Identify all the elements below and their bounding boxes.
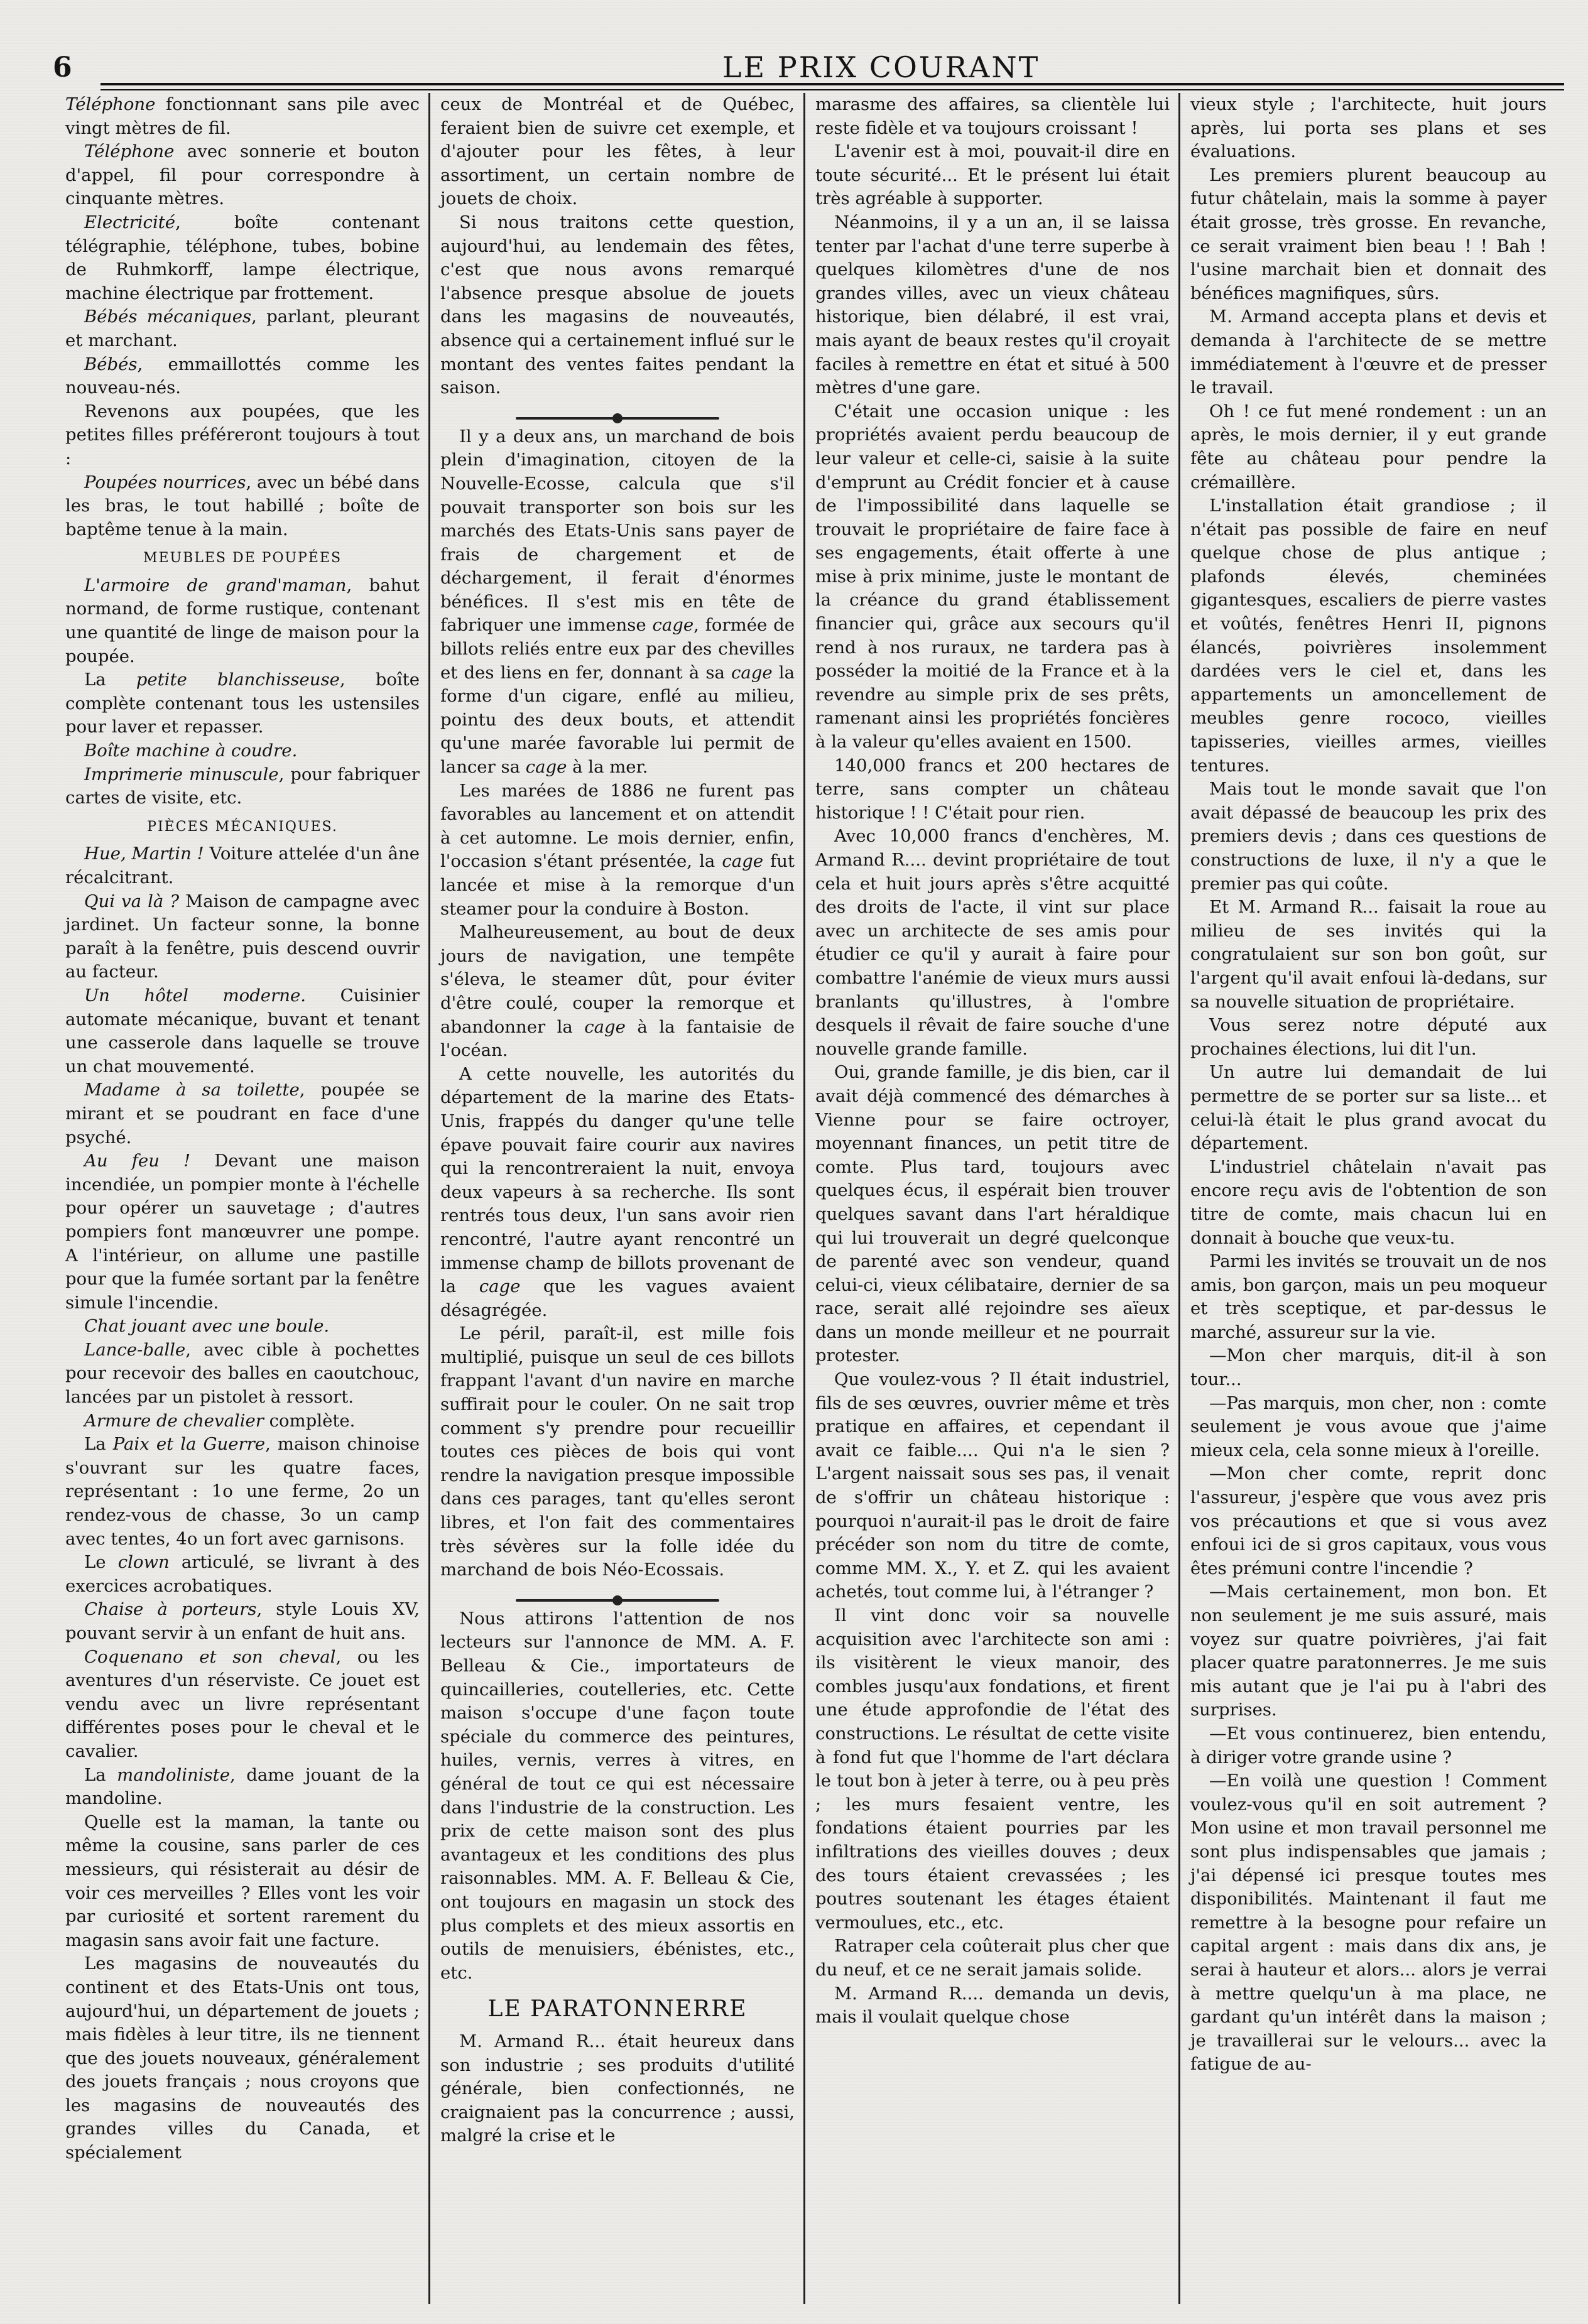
paragraph: Chaise à porteurs, style Louis XV, pouvant servir à un enfant de huit ans. [65,1599,420,1643]
paragraph: La petite blanchisseuse, boîte complète contenant tous les ustensiles pour laver et repasser. [65,670,420,737]
paragraph: La Paix et la Guerre, maison chinoise s'ouvrant sur les quatre faces, représentant : 1o une ferme, 2o un rendez-vous de chasse, 3o un camp avec tentes, 4o un fort avec garnisons. [65,1434,420,1549]
paragraph: Téléphone avec sonnerie et bouton d'appel, fil pour correspondre à cinquante mètres. [65,141,420,209]
paragraph: —Mon cher comte, reprit donc l'assureur, j'espère que vous avez pris vos précautions et que si vous avez enfoui ici de si gros capitaux, vous vous êtes prémuni contre l'incendie ? [1190,1463,1547,1578]
ornament-divider [440,406,795,416]
paragraph: Revenons aux poupées, que les petites filles préféreront toujours à tout : [65,401,420,469]
newspaper-title: LE PRIX COURANT [722,50,1040,84]
paragraph: Mais tout le monde savait que l'on avait dépassé de beaucoup les prix des premiers devis ; dans ces questions de constructions de luxe, il n'y a que le premier pas qui coûte. [1190,779,1547,894]
paragraph: Poupées nourrices, avec un bébé dans les bras, le tout habillé ; boîte de baptême tenue à la main. [65,472,420,540]
column-2 [430,93,805,2304]
paragraph: —Mon cher marquis, dit-il à son tour... [1190,1345,1547,1390]
paragraph: M. Armand R.... demanda un devis, mais il voulait quelque chose [815,1983,1170,2028]
paragraph: Qui va là ? Maison de campagne avec jardinet. Un facteur sonne, la bonne paraît à la fenêtre, puis descend ouvrir au facteur. [65,891,420,982]
paragraph: Et M. Armand R... faisait la roue au milieu de ses invités qui la congratulaient sur son bon goût, sur l'argent qu'il avait enfoui là-dedans, sur sa nouvelle situation de propriétaire. [1190,897,1547,1012]
column-3 [805,93,1180,2304]
ornament-divider [440,1588,795,1599]
paragraph: 140,000 francs et 200 hectares de terre, sans compter un château historique ! ! C'était pour rien. [815,755,1170,823]
paragraph: Boîte machine à coudre. [84,741,298,761]
paragraph: Quelle est la maman, la tante ou même la cousine, sans parler de ces messieurs, qui résisterait au désir de voir ces merveilles ? Elles vont les voir par curiosité et sortent rarement du magasin sans avoir fait une facture. [65,1811,420,1950]
paragraph: Téléphone fonctionnant sans pile avec vingt mètres de fil. [65,94,420,138]
paragraph: Bébés mécaniques, parlant, pleurant et marchant. [65,307,420,350]
paragraph: Hue, Martin ! Voiture attelée d'un âne récalcitrant. [65,844,420,888]
paragraph: Les magasins de nouveautés du continent et des Etats-Unis ont tous, aujourd'hui, un département de jouets ; mais fidèles à leur titre, ils ne tiennent que des jouets nouveaux, généralement des jouets français ; nous croyons que les magasins de nouveautés des grandes villes du Canada, et spécialement [65,1953,420,2163]
paragraph: L'installation était grandiose ; il n'était pas possible de faire en neuf quelque chose de plus antique ; plafonds élevés, cheminées gigantesques, escaliers de pierre vastes et voûtés, fenêtres Henri II, pignons élancés, poivrières insolemment dardées vers le ciel et, dans les appartements un amoncellement de meubles genre rococo, vieilles tapisseries, vieilles armes, vieilles tentures. [1190,496,1547,776]
paragraph: Le péril, paraît-il, est mille fois multiplié, puisque un seul de ces billots frappant l'avant d'un navire en marche suffirait pour le couler. On ne sait trop comment s'y prendre pour recueillir toutes ces pièces de bois qui vont rendre la navigation presque impossible dans ces parages, tant qu'elles seront libres, et l'on fait des commentaires très sévères sur la folle idée du marchand de bois Néo-Ecossais. [440,1323,795,1580]
paragraph: Si nous traitons cette question, aujourd'hui, au lendemain des fêtes, c'est que nous avons remarqué l'absence presque absolue de jouets dans les magasins de nouveautés, absence qui a certainement influé sur le montant des ventes faites pendant la saison. [440,212,795,398]
paragraph: marasme des affaires, sa clientèle lui reste fidèle et va toujours croissant ! [815,94,1170,138]
paragraph: Chat jouant avec une boule. [84,1316,330,1337]
column-4 [1180,93,1555,2304]
paragraph: Avec 10,000 francs d'enchères, M. Armand R.... devint propriétaire de tout cela et huit jours après s'être acquitté des droits de l'acte, il vint sur place avec un architecte de ses amis pour étudier ce qu'il y aurait à faire pour combattre l'anémie de vieux murs aussi branlants qu'illustres, à l'ombre desquels il rêvait de faire souche d'une nouvelle grande famille. [815,826,1170,1059]
paragraph: Parmi les invités se trouvait un de nos amis, bon garçon, mais un peu moqueur et très sceptique, et par-dessus le marché, assureur sur la vie. [1190,1251,1547,1342]
paragraph: vieux style ; l'architecte, huit jours après, lui porta ses plans et ses évaluations. [1190,94,1547,162]
section-heading: MEUBLES DE POUPÉES [143,550,342,567]
paragraph: Il vint donc voir sa nouvelle acquisition avec l'architecte son ami : ils visitèrent le vieux manoir, des combles jusqu'aux fondations, et firent une étude approfondie de l'état des constructions. Le résultat de cette visite à fond fut que l'homme de l'art déclara le tout bon à jeter à terre, ou à peu près ; les murs fesaient ventre, les fondations étaient pourries par les infiltrations des vieilles douves ; deux des tours étaient crevassées ; les poutres soutenant les étages étaient vermoulues, etc., etc. [815,1605,1170,1933]
paragraph: Vous serez notre député aux prochaines élections, lui dit l'un. [1190,1015,1547,1059]
paragraph: Que voulez-vous ? Il était industriel, fils de ses œuvres, ouvrier même et très pratique en affaires, et cependant il avait ce faible.... Qui n'a le sien ? L'argent naissait sous ses pas, il venait de s'offrir un château historique : pourquoi n'aurait-il pas le droit de faire précéder son nom du titre de comte, comme MM. X., Y. et Z. qui les avaient achetés, tout comme lui, à l'étranger ? [815,1369,1170,1602]
paragraph: —Et vous continuerez, bien entendu, à diriger votre grande usine ? [1190,1723,1547,1767]
paragraph: Au feu ! Devant une maison incendiée, un pompier monte à l'échelle pour opérer un sauvetage ; d'autres pompiers font manœuvrer une pompe. A l'intérieur, on allume une pastille pour que la fumée sortant par la fenêtre simule l'incendie. [65,1151,420,1313]
paragraph: Oui, grande famille, je dis bien, car il avait déjà commencé des démarches à Vienne pour se faire octroyer, moyennant finances, un petit titre de comte. Plus tard, toujours avec quelques écus, il espérait bien trouver quelques savant dans l'art héraldique qui lui trouverait un degré quelconque de parenté avec son vendeur, quand celui-ci, vieux célibataire, dernier de sa race, serait allé rejoindre ses aïeux dans un monde meilleur et ne pourrait protester. [815,1062,1170,1366]
paragraph: C'était une occasion unique : les propriétés avaient perdu beaucoup de leur valeur et celle-ci, saisie à la suite d'emprunt au Crédit foncier et à cause de l'impossibilité dans laquelle se trouvait le propriétaire de faire face à ses engagements, était offerte à une mise à prix minime, juste le montant de la créance du grand établissement financier qui, grâce aux secours qu'il rend à nos ruraux, ne tardera pas à posséder la moitié de la France et à la revendre au simple prix de ses prêts, ramenant ainsi les propriétés foncières à la valeur qu'elles avaient en 1500. [815,401,1170,752]
section-heading: PIÈCES MÉCANIQUES. [147,818,338,835]
page-header [44,39,1564,87]
paragraph: M. Armand R... était heureux dans son industrie ; ses produits d'utilité générale, bien confectionnés, ne craignaient pas la concurrence ; aussi, malgré la crise et le [440,2031,795,2146]
paragraph: L'industriel châtelain n'avait pas encore reçu avis de l'obtention de son titre de comte, mais chacun lui en donnait à bouche que veux-tu. [1190,1156,1547,1248]
paragraph: Lance-balle, avec cible à pochettes pour recevoir des balles en caoutchouc, lancées par un pistolet à ressort. [65,1339,420,1408]
paragraph: Un autre lui demandait de lui permettre de se porter sur sa liste... et celui-là était le plus grand avocat du département. [1190,1062,1547,1154]
paragraph: Armure de chevalier complète. [84,1410,356,1431]
paragraph: Les premiers plurent beaucoup au futur châtelain, mais la somme à payer était grosse, très grosse. En revanche, ce serait vraiment bien beau ! ! Bah ! l'usine marchait bien et donnait des bénéfices magnifiques, sûrs. [1190,165,1547,303]
paragraph: Malheureusement, au bout de deux jours de navigation, une tempête s'éleva, le steamer dût, pour éviter d'être coulé, couper la remorque et abandonner la cage à la fantaisie de l'océan. [440,922,795,1061]
paragraph: Ratraper cela coûterait plus cher que du neuf, et ce ne serait jamais solide. [815,1936,1170,1980]
paragraph: Madame à sa toilette, poupée se mirant et se poudrant en face d'une psyché. [65,1080,420,1148]
paragraph: Oh ! ce fut mené rondement : un an après, le mois dernier, il y eut grande fête au château pour pendre la crémaillère. [1190,401,1547,492]
paragraph: Néanmoins, il y a un an, il se laissa tenter par l'achat d'une terre superbe à quelques kilomètres d'une de nos grandes villes, avec un vieux château historique, bien délabré, il est vrai, mais ayant de beaux restes qu'il croyait faciles à remettre en état et situé à 500 mètres d'une gare. [815,212,1170,398]
paragraph: Bébés, emmaillottés comme les nouveau-nés. [65,354,420,398]
paragraph: —Mais certainement, mon bon. Et non seulement je me suis assuré, mais voyez sur quatre poivrières, j'ai fait placer quatre paratonnerres. Je me suis mis autant que je l'ai pu à l'abri des surprises. [1190,1582,1547,1720]
paragraph: L'armoire de grand'maman, bahut normand, de forme rustique, contenant une quantité de linge de maison pour la poupée. [65,575,420,666]
paragraph: ceux de Montréal et de Québec, feraient bien de suivre cet exemple, et d'ajouter pour les fêtes, à leur assortiment, un certain nombre de jouets de choix. [440,94,795,209]
header-rule [101,83,1564,90]
columns [55,93,1557,2304]
paragraph: —Pas marquis, mon cher, non : comte seulement je vous avoue que j'aime mieux cela, cela sonne mieux à l'oreille. [1190,1393,1547,1460]
paragraph: Un hôtel moderne. Cuisinier automate mécanique, buvant et tenant une casserole dans laquelle se trouve un chat mouvementé. [65,985,420,1077]
paragraph: La mandoliniste, dame jouant de la mandoline. [65,1764,420,1809]
paragraph: Imprimerie minuscule, pour fabriquer cartes de visite, etc. [65,764,420,808]
article-title: LE PARATONNERRE [487,1996,748,2023]
paragraph: L'avenir est à moi, pouvait-il dire en toute sécurité... Et le présent lui était très agréable à supporter. [815,141,1170,209]
paragraph: Electricité, boîte contenant télégraphie, téléphone, tubes, bobine de Ruhmkorff, lampe électrique, machine électrique par frottement. [65,212,420,303]
paragraph: Nous attirons l'attention de nos lecteurs sur l'annonce de MM. A. F. Belleau & Cie., importateurs de quincailleries, coutelleries, etc. Cette maison s'occupe d'une façon toute spéciale du commerce des peintures, huiles, vernis, verres à vitres, en général de tout ce qui est nécessaire dans l'industrie de la construction. Les prix de cette maison sont des plus avantageux et les conditions des plus raisonnables. MM. A. F. Belleau & Cie, ont toujours en magasin un stock des plus complets et des mieux assortis en outils de menuisiers, ébénistes, etc., etc. [440,1608,795,1983]
paragraph: Le clown articulé, se livrant à des exercices acrobatiques. [65,1552,420,1596]
page-number: 6 [53,52,72,84]
paragraph: Il y a deux ans, un marchand de bois plein d'imagination, citoyen de la Nouvelle-Ecosse, calcula que s'il pouvait transporter son bois sur les marchés des Etats-Unis sans payer de frais de chargement et de déchargement, il ferait d'énormes bénéfices. Il s'est mis en tête de fabriquer une immense cage, formée de billots reliés entre eux par des chevilles et des liens en fer, donnant à sa cage la forme d'un cigare, enflé au milieu, pointu des deux bouts, et attendit qu'une marée favorable lui permit de lancer sa cage à la mer. [440,426,795,778]
paragraph: A cette nouvelle, les autorités du département de la marine des Etats-Unis, frappés du danger qu'une telle épave pouvait faire courir aux navires qui la rencontreraient la nuit, envoya deux vapeurs à sa recherche. Ils sont rentrés tous deux, l'un sans avoir rien rencontré, l'autre ayant rencontré un immense champ de billots provenant de la cage que les vagues avaient désagrégée. [440,1063,795,1320]
paragraph: M. Armand accepta plans et devis et demanda à l'architecte de se mettre immédiatement à l'œuvre et de presser le travail. [1190,307,1547,398]
paragraph: Les marées de 1886 ne furent pas favorables au lancement et on attendit à cet automne. Le mois dernier, enfin, l'occasion s'étant présentée, la cage fut lancée et mise à la remorque d'un steamer pour la conduire à Boston. [440,780,795,919]
paragraph: Coquenano et son cheval, ou les aventures d'un réserviste. Ce jouet est vendu avec un livre représentant différentes poses pour le cheval et le cavalier. [65,1646,420,1761]
column-1 [55,93,430,2304]
paragraph: —En voilà une question ! Comment voulez-vous qu'il en soit autrement ? Mon usine et mon travail personnel me sont plus indispensables que jamais ; j'ai dépensé ici presque toutes mes disponibilités. Maintenant il faut me remettre à la besogne pour refaire un capital argent : mais dans dix ans, je serai à hauteur et alors... alors je verrai à mettre quelqu'un à ma place, ne gardant qu'un intérêt dans la maison ; je travaillerai sur le velours... avec la fatigue de au- [1190,1771,1547,2075]
